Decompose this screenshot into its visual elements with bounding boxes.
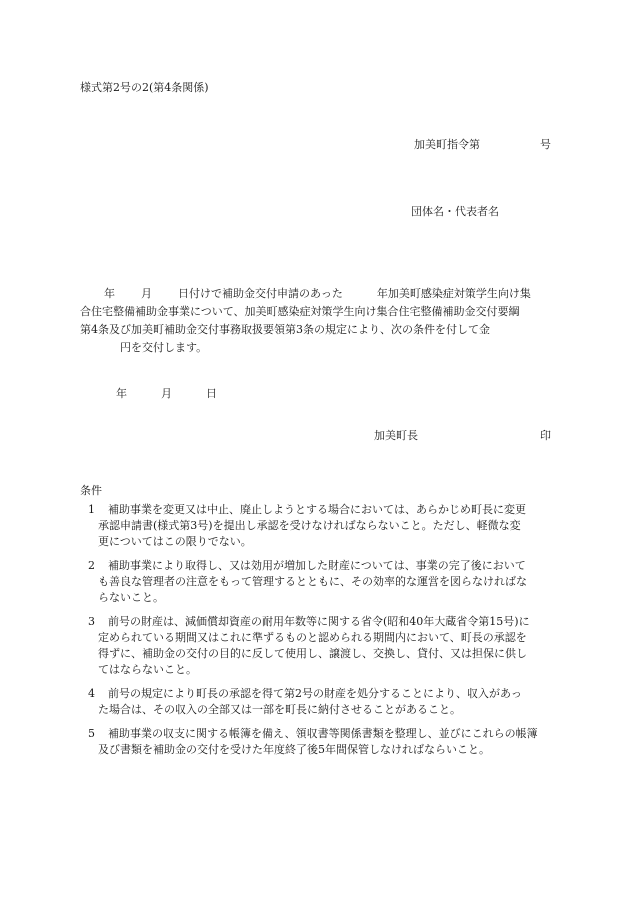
condition-item [80, 558, 554, 606]
condition-line: 承認申請書(様式第3号)を提出し承認を受けなければならないこと。ただし、軽微な変 [98, 519, 521, 532]
condition-item [80, 726, 554, 758]
body-year: 年 [104, 287, 115, 300]
body-line-1 [80, 285, 554, 303]
form-number: 様式第2号の2(第4条関係) [80, 81, 209, 94]
conditions-title: 条件 [80, 484, 102, 497]
condition-line: 更についてはこの限りでない。 [98, 535, 252, 548]
condition-item [80, 614, 554, 678]
condition-item [80, 686, 554, 718]
designation-suffix: 号 [540, 138, 551, 151]
body-line-3: 第4条及び加美町補助金交付事務取扱要領第3条の規定により、次の条件を付して金 [80, 323, 490, 336]
conditions-list [80, 502, 554, 766]
body-line1-text: 日付けで補助金交付申請のあった [178, 287, 343, 300]
condition-number: 5 [88, 727, 95, 740]
designation-prefix: 加美町指令第 [414, 138, 480, 151]
condition-number: 4 [88, 687, 95, 700]
condition-item [80, 502, 554, 550]
date-month: 月 [161, 387, 172, 400]
body-line-4: 円を交付します。 [120, 341, 208, 354]
condition-number: 2 [88, 559, 95, 572]
condition-line: た場合は、その収入の全部又は一部を町長に納付させることがあること。 [98, 703, 461, 716]
issue-date [116, 386, 217, 402]
body-month: 月 [141, 287, 152, 300]
condition-line: てはならないこと。 [98, 663, 197, 676]
condition-number: 3 [88, 615, 95, 628]
body-line1-tail: 年加美町感染症対策学生向け集 [376, 287, 531, 300]
condition-number: 1 [88, 503, 95, 516]
designation-number [414, 137, 551, 153]
condition-line: 前号の規定により町長の承認を得て第2号の財産を処分することにより、収入があっ [108, 687, 522, 700]
organization-label: 団体名・代表者名 [411, 205, 499, 218]
condition-line: 補助事業により取得し、又は効用が増加した財産については、事業の完了後において [108, 559, 526, 572]
condition-line: 及び書類を補助金の交付を受けた年度終了後5年間保管しなければならいこと。 [98, 743, 490, 756]
condition-line: らないこと。 [98, 591, 164, 604]
date-year: 年 [116, 387, 127, 400]
body-line-2: 合住宅整備補助金事業について、加美町感染症対策学生向け集合住宅整備補助金交付要綱 [80, 305, 520, 318]
condition-line: 補助事業の収支に関する帳簿を備え、領収書等関係書類を整理し、並びにこれらの帳簿 [108, 727, 538, 740]
mayor-title: 加美町長 [374, 429, 418, 442]
condition-line: 前号の財産は、減価償却資産の耐用年数等に関する省令(昭和40年大蔵省令第15号)に [108, 615, 530, 628]
date-day: 日 [206, 387, 217, 400]
condition-line: も善良な管理者の注意をもって管理するとともに、その効率的な運営を図らなければな [98, 575, 527, 588]
seal-mark: 印 [540, 429, 551, 442]
condition-line: 得ずに、補助金の交付の目的に反して使用し、譲渡し、交換し、貸付、又は担保に供し [98, 647, 527, 660]
condition-line: 補助事業を変更又は中止、廃止しようとする場合においては、あらかじめ町長に変更 [108, 503, 526, 516]
grant-notice-body [80, 285, 554, 357]
condition-line: 定められている期間又はこれに準ずるものと認められる期間内において、町長の承認を [98, 631, 527, 644]
